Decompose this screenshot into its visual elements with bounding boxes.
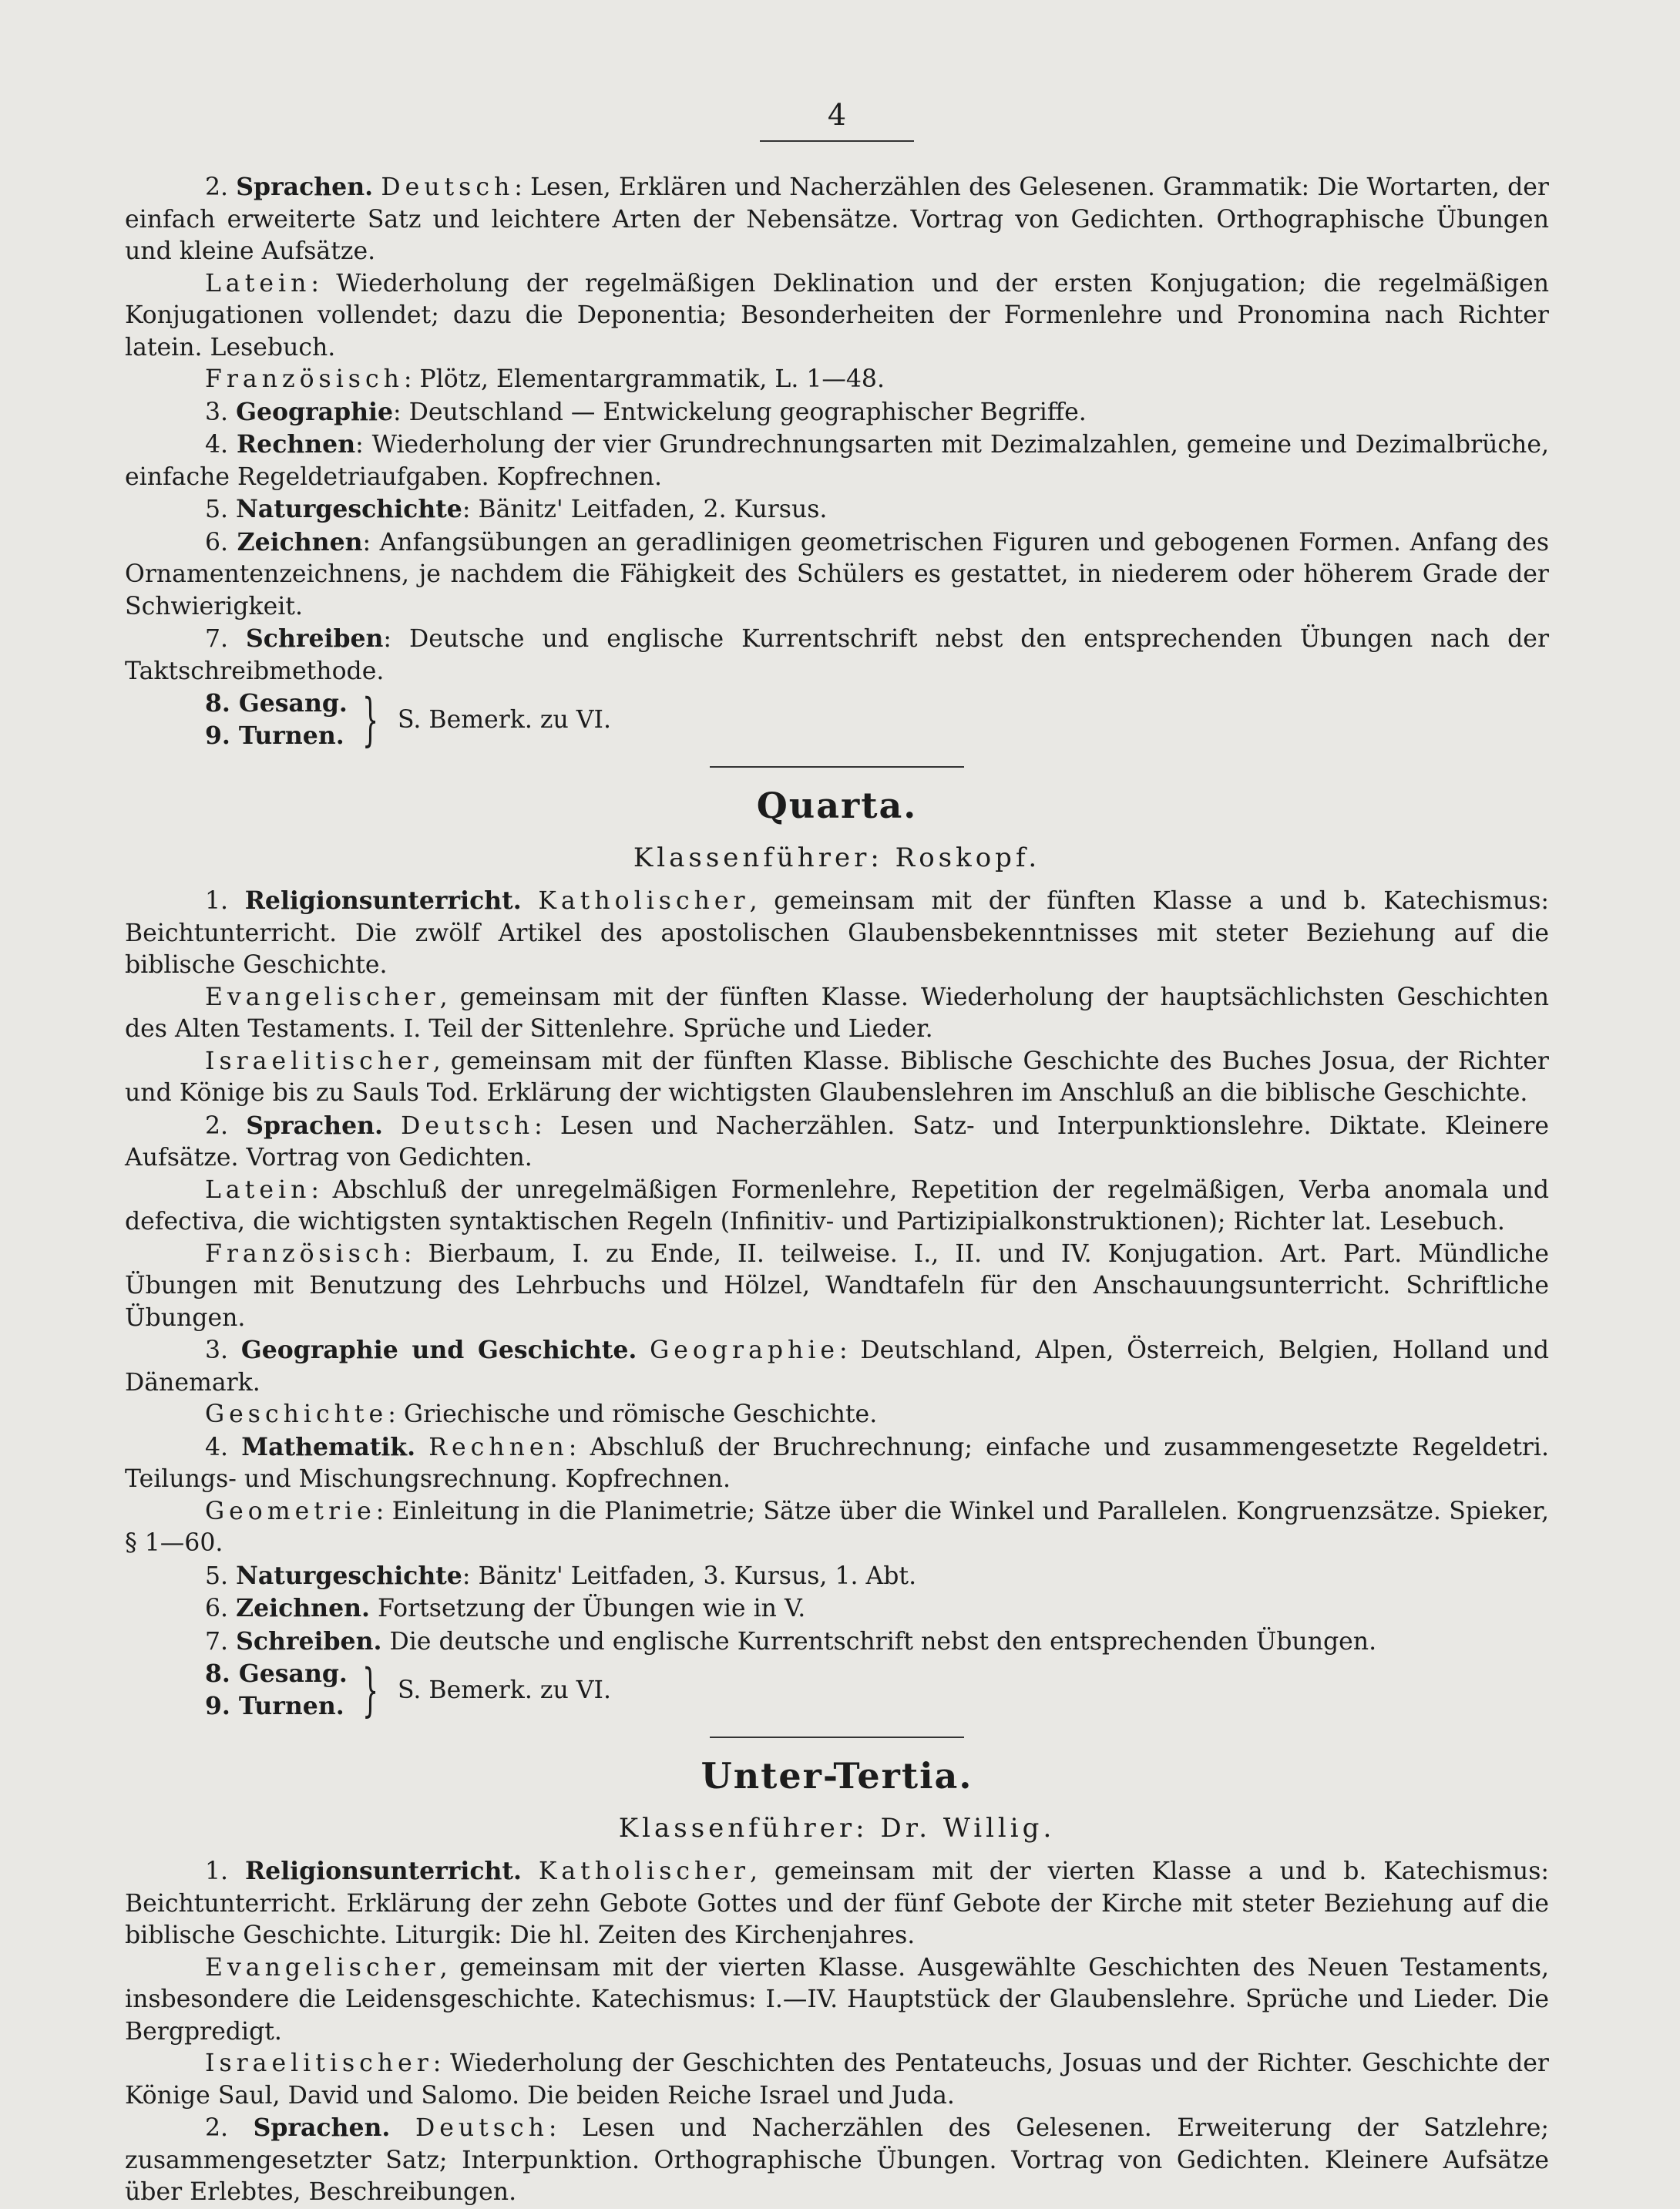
paragraph: 4. Rechnen: Wiederholung der vier Grundrechnungsarten mit Dezimalzahlen, gemeine und Dezimalbrüche, einfache Regeldetriaufgaben. Kopfrechnen. xyxy=(125,430,1549,491)
paragraph: 2. Sprachen. Deutsch: Lesen, Erklären und Nacherzählen des Gelesenen. Grammatik: Die Wortarten, der einfach erweiterte Satz und leichtere Arten der Nebensätze. Vortrag von Gedichten. Orthographische Übungen und kleine Aufsätze. xyxy=(125,173,1549,265)
paragraph: Latein: Abschluß der unregelmäßigen Formenlehre, Repetition der regelmäßigen, Verba anomala und defectiva, die wichtigsten syntaktischen Regeln (Infinitiv- und Partizipialkonstruktionen); Richter lat. Lesebuch. xyxy=(125,1175,1549,1236)
paragraph: Israelitischer: Wiederholung der Geschichten des Pentateuchs, Josuas und der Richter. Geschichte der Könige Saul, David und Salomo. Die beiden Reiche Israel und Juda. xyxy=(125,2049,1549,2110)
paragraph: 1. Religionsunterricht. Katholischer, gemeinsam mit der vierten Klasse a und b. Katechismus: Beichtunterricht. Erklärung der zehn Gebote Gottes und der fünf Gebote der Kirche mit steter Beziehung auf die biblische Geschichte. Liturgik: Die hl. Zeiten des Kirchenjahres. xyxy=(125,1857,1549,1949)
paragraph: 6. Zeichnen. Fortsetzung der Übungen wie in V. xyxy=(205,1594,806,1622)
paragraph: Latein: Wiederholung der regelmäßigen Deklination und der ersten Konjugation; die regelmäßigen Konjugationen vollendet; dazu die Deponentia; Besonderheiten der Formenlehre und Pronomina nach Richter latein. Lesebuch. xyxy=(125,269,1549,361)
paragraph: 1. Religionsunterricht. Katholischer, gemeinsam mit der fünften Klasse a und b. Katechismus: Beichtunterricht. Die zwölf Artikel des apostolischen Glaubensbekenntnisses mit steter Beziehung auf die biblische Geschichte. xyxy=(125,886,1550,979)
section-title: Unter-Tertia. xyxy=(701,1755,973,1797)
bracket-item: 8. Gesang. xyxy=(205,689,348,718)
section-divider xyxy=(710,1737,964,1738)
paragraph: 2. Sprachen. Deutsch: Lesen und Nacherzählen des Gelesenen. Erweiterung der Satzlehre; zusammengesetzter Satz; Interpunktion. Orthographische Übungen. Vortrag von Gedichten. Kleinere Aufsätze über Erlebtes, Beschreibungen. xyxy=(125,2113,1549,2206)
paragraph: 7. Schreiben: Deutsche und englische Kurrentschrift nebst den entsprechenden Übungen nach der Taktschreibmethode. xyxy=(125,624,1549,685)
bracket-note xyxy=(205,1658,1549,1723)
paragraph: 5. Naturgeschichte: Bänitz' Leitfaden, 3. Kursus, 1. Abt. xyxy=(205,1561,917,1590)
paragraph: 2. Sprachen. Deutsch: Lesen und Nacherzählen. Satz- und Interpunktionslehre. Diktate. Kleinere Aufsätze. Vortrag von Gedichten. xyxy=(125,1111,1549,1172)
section-untertertia xyxy=(125,1755,1549,2209)
bracket-text: S. Bemerk. zu VI. xyxy=(397,1676,611,1704)
section-title: Quarta. xyxy=(756,785,918,826)
section-quarta xyxy=(125,785,1550,1723)
paragraph: 3. Geographie: Deutschland — Entwickelung geographischer Begriffe. xyxy=(205,397,1087,426)
paragraph: 4. Mathematik. Rechnen: Abschluß der Bruchrechnung; einfache und zusammengesetzte Regeldetri. Teilungs- und Mischungsrechnung. Kopfrechnen. xyxy=(125,1432,1549,1493)
paragraph: 7. Schreiben. Die deutsche und englische Kurrentschrift nebst den entsprechenden Übungen. xyxy=(205,1626,1377,1656)
paragraph: Evangelischer, gemeinsam mit der vierten Klasse. Ausgewählte Geschichten des Neuen Testaments, insbesondere die Leidensgeschichte. Katechismus: I.—IV. Hauptstück der Glaubenslehre. Sprüche und Lieder. Die Bergpredigt. xyxy=(125,1953,1549,2046)
bracket-item: 8. Gesang. xyxy=(205,1659,348,1688)
paragraph: 6. Zeichnen: Anfangsübungen an geradlinigen geometrischen Figuren und gebogenen Formen. Anfang des Ornamentenzeichnens, je nachdem die Fähigkeit des Schülers es gestattet, in niederem oder höherem Grade der Schwierigkeit. xyxy=(125,527,1549,620)
brace-icon: } xyxy=(361,687,378,753)
paragraph: Geschichte: Griechische und römische Geschichte. xyxy=(205,1400,878,1428)
paragraph: Französisch: Bierbaum, I. zu Ende, II. teilweise. I., II. und IV. Konjugation. Art. Part. Mündliche Übungen mit Benutzung des Lehrbuchs und Hölzel, Wandtafeln für den Anschauungsunterricht. Schriftliche Übungen. xyxy=(125,1239,1549,1332)
section-divider xyxy=(710,766,964,768)
page-number: 4 xyxy=(760,100,914,142)
bracket-text: S. Bemerk. zu VI. xyxy=(397,706,611,734)
paragraph: 5. Naturgeschichte: Bänitz' Leitfaden, 2. Kursus. xyxy=(205,495,828,523)
class-leader: Klassenführer: Dr. Willig. xyxy=(618,1813,1056,1844)
paragraph: Israelitischer, gemeinsam mit der fünften Klasse. Biblische Geschichte des Buches Josua, der Richter und Könige bis zu Sauls Tod. Erklärung der wichtigsten Glaubenslehren im Anschluß an die biblische Geschichte. xyxy=(125,1047,1549,1107)
bracket-note xyxy=(205,688,1549,752)
paragraph: Geometrie: Einleitung in die Planimetrie; Sätze über die Winkel und Parallelen. Kongruenzsätze. Spieker, § 1—60. xyxy=(125,1497,1549,1557)
paragraph: 3. Geographie und Geschichte. Geographie: Deutschland, Alpen, Österreich, Belgien, Holland und Dänemark. xyxy=(125,1336,1549,1397)
paragraph: Evangelischer, gemeinsam mit der fünften Klasse. Wiederholung der hauptsächlichsten Geschichten des Alten Testaments. I. Teil der Sittenlehre. Sprüche und Lieder. xyxy=(125,983,1549,1043)
bracket-item: 9. Turnen. xyxy=(205,1692,344,1720)
bracket-item: 9. Turnen. xyxy=(205,721,344,750)
class-leader: Klassenführer: Roskopf. xyxy=(633,842,1041,873)
top-block xyxy=(125,171,1549,752)
paragraph: Französisch: Plötz, Elementargrammatik, L. 1—48. xyxy=(205,365,885,393)
brace-icon: } xyxy=(361,1657,378,1723)
